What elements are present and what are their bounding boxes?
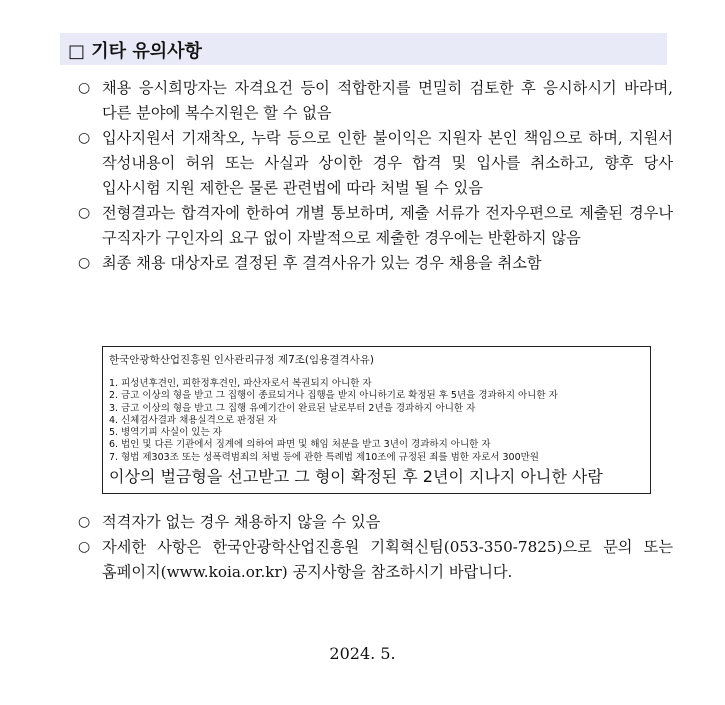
list-item-text: 자세한 사항은 한국안광학산업진흥원 기획혁신팀(053-350-7825)으로 문의 또는 홈페이지(www.koia.or.kr) 공지사항을 참조하시기 바랍니다. (102, 538, 673, 581)
rule-item (109, 390, 644, 402)
circle-bullet-icon: ○ (78, 255, 91, 271)
section-header (60, 33, 667, 65)
disqualification-rules-box (102, 346, 651, 494)
list-item (78, 510, 673, 535)
list-item-text: 입사지원서 기재착오, 누락 등으로 인한 불이익은 지원자 본인 책임으로 하며, 지원서 작성내용이 허위 또는 사실과 상이한 경우 합격 및 입사를 취소하고, 향후 당사 입사시험 지원 제한은 물론 관련법에 따라 처벌 될 수 있음 (102, 129, 673, 197)
rule-text: 신체검사결과 채용실격으로 판정된 자 (121, 414, 277, 426)
circle-bullet-icon: ○ (78, 205, 91, 221)
circle-bullet-icon: ○ (78, 80, 91, 96)
rule-item (109, 378, 644, 390)
circle-bullet-icon: ○ (78, 130, 91, 146)
list-item (78, 201, 673, 251)
rule-text: 피성년후견인, 피한정후견인, 파산자로서 복권되지 아니한 자 (121, 378, 372, 389)
rule-text: 금고 이상의 형을 받고 그 집행이 종료되거나 집행을 받지 아니하기로 확정된 후 5년을 경과하지 아니한 자 (121, 390, 558, 402)
circle-bullet-icon: ○ (78, 539, 91, 555)
list-item-text: 적격자가 없는 경우 채용하지 않을 수 있음 (102, 513, 381, 531)
section-title (68, 37, 202, 63)
list-item-text: 채용 응시희망자는 자격요건 등이 적합한지를 면밀히 검토한 후 응시하시기 바라며, 다른 분야에 복수지원은 할 수 없음 (102, 79, 673, 122)
rule-text: 형법 제303조 또는 성폭력범죄의 처벌 등에 관한 특례법 제10조에 규정된 죄를 범한 자로서 300만원 (121, 451, 539, 463)
rule-number: 7. (109, 451, 119, 463)
rule-text: 금고 이상의 형을 받고 그 집행 유예기간이 완료된 날로부터 2년을 경과하지 아니한 자 (121, 402, 476, 414)
notice-list-after (78, 510, 673, 585)
rules-box-title: 한국안광학산업진흥원 인사관리규정 제7조(임용결격사유) (109, 354, 374, 366)
rule-number: 6. (109, 439, 119, 451)
list-item-text: 최종 채용 대상자로 결정된 후 결격사유가 있는 경우 채용을 취소함 (102, 254, 542, 272)
rule-item (109, 403, 644, 415)
document-date: 2024. 5. (329, 644, 396, 663)
rule-text: 병역기피 사실이 있는 자 (121, 427, 222, 439)
rule-number: 5. (109, 427, 119, 439)
circle-bullet-icon: ○ (78, 514, 91, 530)
rule-item (109, 452, 644, 464)
list-item (78, 76, 673, 126)
list-item-text: 전형결과는 합격자에 한하여 개별 통보하며, 제출 서류가 전자우편으로 제출된 경우나 구직자가 구인자의 요구 없이 자발적으로 제출한 경우에는 반환하지 않음 (102, 204, 673, 247)
list-item (78, 126, 673, 201)
rule-number: 4. (109, 414, 119, 426)
list-item (78, 251, 673, 276)
rule-continuation-text: 이상의 벌금형을 선고받고 그 형이 확정된 후 2년이 지나지 아니한 사람 (109, 467, 603, 487)
list-item (78, 535, 673, 585)
notice-list (78, 76, 673, 276)
rule-item (109, 427, 644, 439)
rule-number: 1. (109, 378, 119, 389)
rule-item (109, 439, 644, 451)
rule-text: 법인 및 다른 기관에서 징계에 의하여 파면 및 해임 처분을 받고 3년이 경과하지 아니한 자 (121, 439, 491, 451)
rule-number: 3. (109, 402, 119, 414)
rule-number: 2. (109, 390, 119, 402)
section-title-text: 기타 유의사항 (91, 41, 202, 62)
checkbox-icon: □ (68, 41, 86, 62)
rule-item (109, 415, 644, 427)
